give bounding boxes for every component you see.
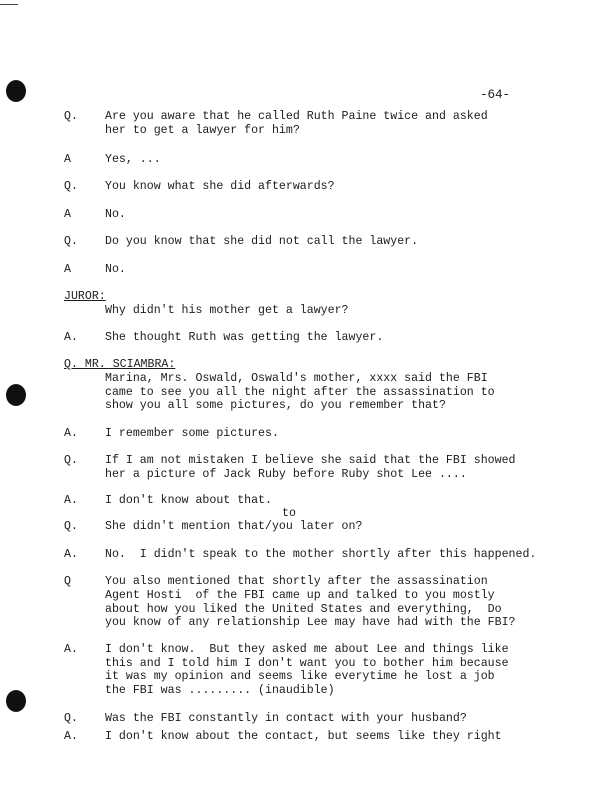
- transcript-line: show you all some pictures, do you remember that?: [105, 399, 446, 412]
- transcript-line: I don't know about the contact, but seems like they right: [105, 730, 502, 743]
- transcript-line: No.: [105, 208, 126, 221]
- transcript-line: about how you liked the United States and everything, Do: [105, 603, 502, 616]
- transcript-line: I don't know about that.: [105, 494, 272, 507]
- transcript-line: her to get a lawyer for him?: [105, 124, 300, 137]
- page-number: -64-: [480, 88, 511, 102]
- transcript-line: the FBI was ......... (inaudible): [105, 684, 335, 697]
- transcript-line: A.: [64, 643, 78, 656]
- transcript-line: A.: [64, 331, 78, 344]
- transcript-line: Q.: [64, 235, 78, 248]
- transcript-line: A.: [64, 548, 78, 561]
- punch-hole-bottom: [6, 690, 26, 712]
- transcript-line: A: [64, 153, 71, 166]
- transcript-line: I don't know. But they asked me about Lee and things like: [105, 643, 509, 656]
- scan-mark: [0, 4, 18, 5]
- transcript-line: this and I told him I don't want you to bother him because: [105, 657, 509, 670]
- transcript-line: Yes, ...: [105, 153, 161, 166]
- transcript-line: She thought Ruth was getting the lawyer.: [105, 331, 384, 344]
- speaker-sciambra: Q. MR. SCIAMBRA:: [64, 358, 176, 371]
- transcript-line: Q.: [64, 180, 78, 193]
- transcript-line: it was my opinion and seems like everytime he lost a job: [105, 670, 495, 683]
- transcript-line: You know what she did afterwards?: [105, 180, 335, 193]
- transcript-line: A.: [64, 427, 78, 440]
- transcript-line: If I am not mistaken I believe she said that the FBI showed: [105, 454, 516, 467]
- transcript-line: to: [282, 507, 296, 520]
- transcript-line: Was the FBI constantly in contact with your husband?: [105, 712, 467, 725]
- transcript-line: She didn't mention that/you later on?: [105, 520, 363, 533]
- transcript-line: A.: [64, 730, 78, 743]
- transcript-line: You also mentioned that shortly after the assassination: [105, 575, 488, 588]
- transcript-line: Why didn't his mother get a lawyer?: [105, 304, 349, 317]
- punch-hole-top: [6, 80, 26, 102]
- transcript-line: Q.: [64, 712, 78, 725]
- transcript-line: A: [64, 208, 71, 221]
- transcript-line: you know of any relationship Lee may have had with the FBI?: [105, 616, 516, 629]
- transcript-line: Q.: [64, 520, 78, 533]
- transcript-line: came to see you all the night after the assassination to: [105, 386, 495, 399]
- transcript-line: Q.: [64, 454, 78, 467]
- transcript-line: Q: [64, 575, 71, 588]
- transcript-line: Q.: [64, 110, 78, 123]
- transcript-line: A: [64, 263, 71, 276]
- punch-hole-middle: [6, 384, 26, 406]
- transcript-line: No. I didn't speak to the mother shortly after this happened.: [105, 548, 537, 561]
- transcript-line: Marina, Mrs. Oswald, Oswald's mother, xxxx said the FBI: [105, 372, 488, 385]
- transcript-line: Agent Hosti of the FBI came up and talked to you mostly: [105, 589, 495, 602]
- transcript-line: Do you know that she did not call the lawyer.: [105, 235, 419, 248]
- transcript-line: I remember some pictures.: [105, 427, 279, 440]
- speaker-juror: JUROR:: [64, 290, 106, 303]
- transcript-line: No.: [105, 263, 126, 276]
- transcript-line: Are you aware that he called Ruth Paine twice and asked: [105, 110, 488, 123]
- transcript-line: her a picture of Jack Ruby before Ruby shot Lee ....: [105, 468, 467, 481]
- transcript-line: A.: [64, 494, 78, 507]
